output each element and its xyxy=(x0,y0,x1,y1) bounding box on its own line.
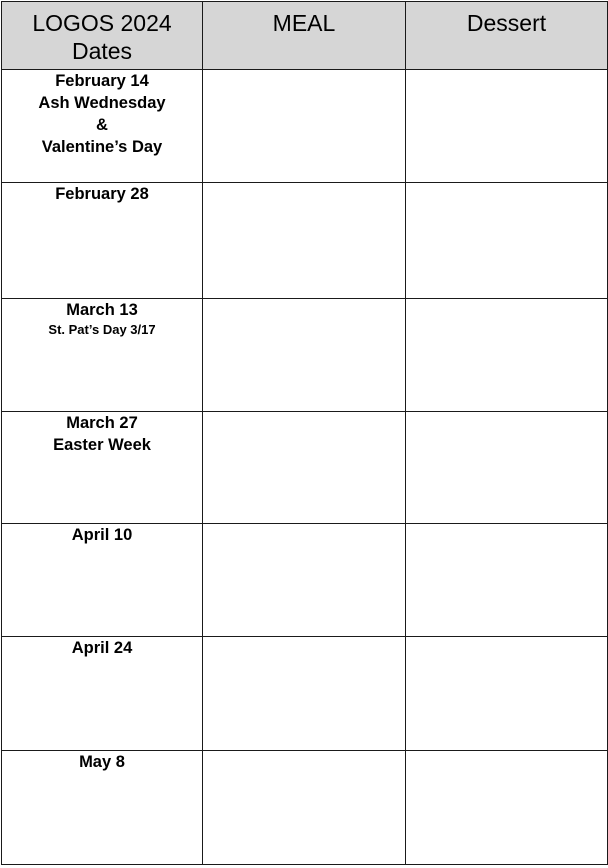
table-row xyxy=(2,637,608,751)
date-line: April 24 xyxy=(71,639,133,657)
table-row xyxy=(2,183,608,299)
date-cell xyxy=(2,637,203,751)
table-row xyxy=(2,70,608,183)
table-row xyxy=(2,524,608,637)
meal-entry-cell[interactable] xyxy=(203,183,406,299)
dessert-column-header: Dessert xyxy=(406,2,608,70)
meal-entry-cell[interactable] xyxy=(203,524,406,637)
header-row xyxy=(2,2,608,70)
date-line: Ash Wednesday xyxy=(38,94,166,112)
date-cell xyxy=(2,412,203,524)
date-line: May 8 xyxy=(79,753,125,771)
date-note: St. Pat’s Day 3/17 xyxy=(48,322,156,337)
dessert-entry-cell[interactable] xyxy=(406,637,608,751)
date-line: February 28 xyxy=(55,185,149,203)
date-cell xyxy=(2,299,203,412)
date-cell xyxy=(2,70,203,183)
dessert-entry-cell[interactable] xyxy=(406,299,608,412)
dates-header-line-2: Dates xyxy=(71,38,133,64)
dessert-entry-cell[interactable] xyxy=(406,751,608,865)
meal-entry-cell[interactable] xyxy=(203,70,406,183)
meal-signup-table xyxy=(1,1,608,865)
date-line: Easter Week xyxy=(53,436,151,454)
meal-entry-cell[interactable] xyxy=(203,412,406,524)
dessert-entry-cell[interactable] xyxy=(406,524,608,637)
date-line: March 13 xyxy=(66,301,138,319)
table-row xyxy=(2,751,608,865)
table-row xyxy=(2,299,608,412)
dates-header-line-1: LOGOS 2024 xyxy=(32,10,172,36)
meal-entry-cell[interactable] xyxy=(203,751,406,865)
date-cell xyxy=(2,524,203,637)
date-line: & xyxy=(96,116,108,134)
date-line: Valentine’s Day xyxy=(41,138,163,156)
date-line: April 10 xyxy=(71,526,133,544)
table-row xyxy=(2,412,608,524)
dessert-entry-cell[interactable] xyxy=(406,183,608,299)
date-cell xyxy=(2,183,203,299)
date-cell xyxy=(2,751,203,865)
date-line: February 14 xyxy=(55,72,149,90)
meal-entry-cell[interactable] xyxy=(203,299,406,412)
dessert-entry-cell[interactable] xyxy=(406,70,608,183)
meal-column-header: MEAL xyxy=(203,2,406,70)
meal-entry-cell[interactable] xyxy=(203,637,406,751)
date-line: March 27 xyxy=(66,414,138,432)
dessert-entry-cell[interactable] xyxy=(406,412,608,524)
dates-column-header xyxy=(2,2,203,70)
